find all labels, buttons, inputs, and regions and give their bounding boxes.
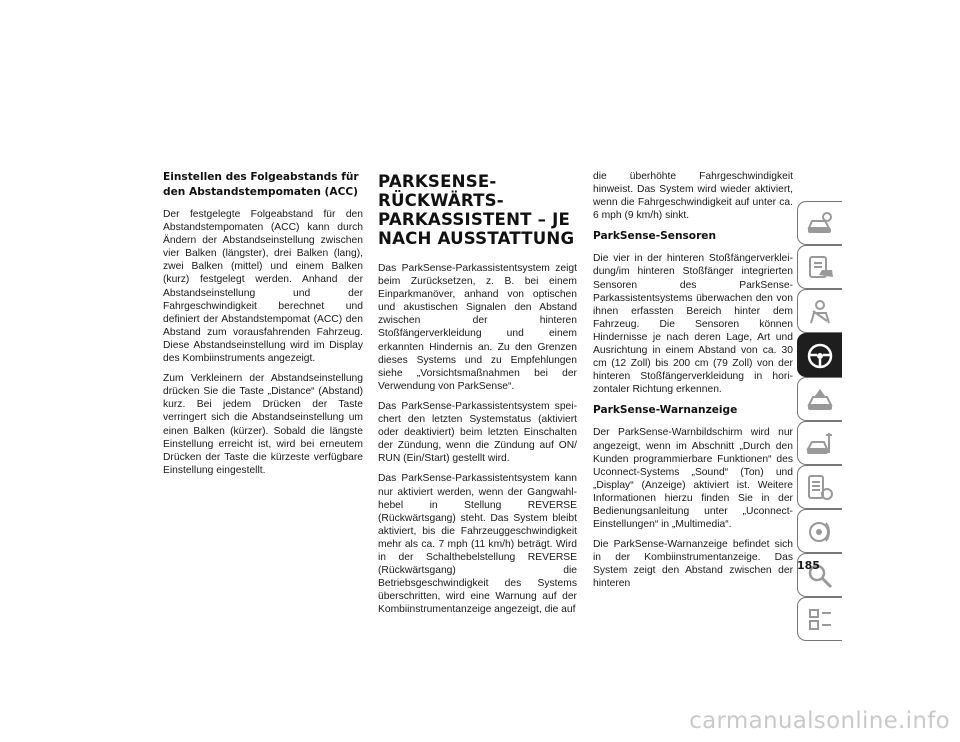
watermark: carmanualsonline.info: [689, 708, 950, 734]
car-warning-icon: [805, 385, 835, 415]
chapter-heading-parksense: PARKSENSE-RÜCKWÄRTS-PARKASSISTENT – JE NACH AUSSTATTUNG: [378, 172, 575, 248]
paragraph: Zum Verkleinern der Abstandseinstellung drücken Sie die Taste „Distance“ (Abstand) kurz. Bei jedem Drücken der Taste verringert sich die Abstandseinstellung um einen Balken (kürzer). Sobald die längste Einstellung erreicht ist, wird bei erneutem Drücken der Taste die kürzeste verfügbare Einstellung eingestellt.: [163, 373, 363, 476]
paragraph: Die vier in der hinteren Stoßfängerverkleidung/im hinteren Stoßfänger integrierten Sensoren des ParkSense-Parkassistentsystems überwachen den von ihnen erfassten Bereich hinter dem Fahrzeug. Die Sensoren können Hindernisse je nach deren Lage, Art und Ausrichtung in einem Abstand von ca. 30 cm (12 Zoll) bis 200 cm (79 Zoll) von der hinteren Stoßfängerverkleidung in horizontaler Richtung erkennen.: [593, 253, 793, 396]
tab-index[interactable]: [797, 597, 842, 641]
column-middle: [378, 170, 577, 623]
page-number: 185: [797, 559, 820, 572]
tab-multimedia[interactable]: [797, 509, 842, 553]
paragraph: Das ParkSense-Parkassistentsystem zeigt beim Zurücksetzen, z. B. bei einem Einparkmanöver, anhand von optischen und akustischen Signalen den Abstand zwischen der hinteren Stoßfängerverkleidung und einem erkannten Hindernis an. Zu den Grenzen dieses Systems und zu Empfehlungen siehe „Vorsichtsmaßnahmen bei der Verwendung von ParkSense“.: [378, 263, 577, 392]
multimedia-icon: [805, 517, 835, 547]
chapter-tab-strip: [797, 0, 845, 742]
paragraph: Der ParkSense-Warnbildschirm wird nur angezeigt, wenn im Abschnitt „Durch den Kunden programmierbare Funktionen“ des Uconnect-Systems „Sound“ (Ton) und „Display“ (Anzeige) aktiviert ist. Weitere Informationen hierzu finden Sie in der Bedienungsanleitung unter „Uconnect-Einstellungen“ in „Multimedia“.: [593, 427, 793, 531]
car-key-icon: [805, 209, 835, 239]
paragraph: Die ParkSense-Warnanzeige befindet sich in der Kombiinstrumentanzeige. Das System zeigt den Abstand zwischen der hinteren: [593, 539, 793, 590]
column-right: [593, 170, 793, 598]
tab-car-key[interactable]: [797, 201, 842, 245]
tab-car-safety[interactable]: [797, 289, 842, 333]
paragraph: Der festgelegte Folgeabstand für den Abstandstempomaten (ACC) kann durch Ändern der Abstandseinstellung zwischen vier Balken (längster), drei Balken (lang), zwei Balken (mittel) und einem Balken (kurz) festgelegt werden. Anhand der Abstandseinstellung und der Fahrgeschwindigkeit berechnet und definiert der Abstandstempomat (ACC) den Abstand zum vorausfahrenden Fahrzeug. Diese Abstandseinstellung wird im Display des Kombiinstruments angezeigt.: [163, 209, 363, 365]
tab-car-service[interactable]: [797, 421, 842, 465]
tab-car-warning[interactable]: [797, 377, 842, 421]
index-icon: [805, 605, 835, 635]
car-service-icon: [805, 429, 835, 459]
column-left: [163, 170, 363, 484]
specifications-icon: [805, 473, 835, 503]
tab-specifications[interactable]: [797, 465, 842, 509]
car-info-icon: [805, 253, 835, 283]
steering-wheel-icon: [805, 341, 835, 371]
paragraph: die überhöhte Fahrgeschwindigkeit hinweist. Das System wird wieder aktiviert, wenn die Fahrgeschwindigkeit auf unter ca. 6 mph (9 km/h) sinkt.: [593, 171, 793, 222]
paragraph: Das ParkSense-Parkassistentsystem speichert den letzten Systemstatus (aktiviert oder deaktiviert) beim letzten Einschalten der Zündung, wenn die Zündung auf ON/ RUN (Ein/Start) gestellt wird.: [378, 400, 577, 465]
car-safety-icon: [805, 297, 835, 327]
section-heading-parksense-sensors: ParkSense-Sensoren: [593, 230, 717, 243]
paragraph: Das ParkSense-Parkassistentsystem kann nur aktiviert werden, wenn der Gangwahlhebel in Stellung REVERSE (Rückwärtsgang) steht. Das System bleibt aktiviert, bis die Fahrzeuggeschwindigkeit mehr als ca. 7 mph (11 km/h) beträgt. Wird in der Schalthebelstellung REVERSE (Rückwärtsgang) die Betriebsgeschwindigkeit des Systems überschritten, wird eine Warnung auf der Kombiinstrumentanzeige angezeigt, die auf: [378, 473, 577, 616]
section-heading-acc-distance: Einstellen des Folgeabstands für den Abstandstempomaten (ACC): [163, 171, 359, 198]
tab-car-info[interactable]: [797, 245, 842, 289]
tab-steering[interactable]: [797, 333, 842, 377]
section-heading-parksense-warning: ParkSense-Warnanzeige: [593, 404, 738, 417]
